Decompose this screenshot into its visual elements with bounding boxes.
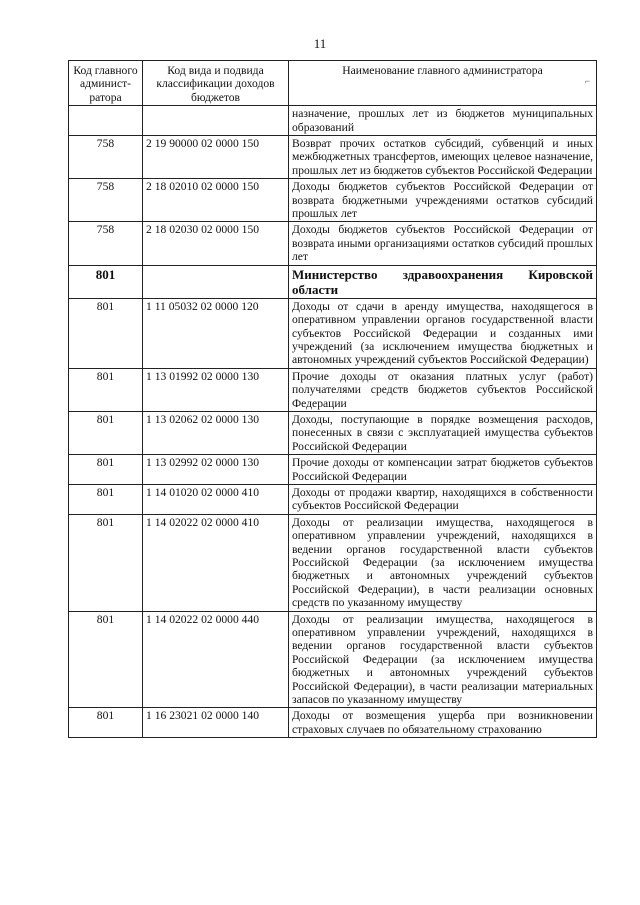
table-row bbox=[69, 455, 597, 485]
kbk-cell: 2 18 02010 02 0000 150 bbox=[143, 179, 289, 222]
table-row bbox=[69, 708, 597, 738]
kbk-cell bbox=[143, 106, 289, 136]
table-header-row bbox=[69, 61, 597, 106]
code-cell: 801 bbox=[69, 411, 143, 454]
table-row bbox=[69, 222, 597, 265]
name-cell: Министерство здравоохранения Кировской области bbox=[289, 265, 597, 298]
code-cell: 758 bbox=[69, 136, 143, 179]
name-cell: Прочие доходы от оказания платных услуг (работ) получателями средств бюджетов субъектов Российской Федерации bbox=[289, 368, 597, 411]
table-row bbox=[69, 106, 597, 136]
code-cell: 801 bbox=[69, 265, 143, 298]
code-cell: 801 bbox=[69, 298, 143, 368]
header-kbk: Код вида и подвида классификации доходов бюджетов bbox=[143, 61, 289, 106]
name-cell: Прочие доходы от компенсации затрат бюджетов субъектов Российской Федерации bbox=[289, 455, 597, 485]
header-name bbox=[289, 61, 597, 106]
name-cell: Доходы, поступающие в порядке возмещения расходов, понесенных в связи с эксплуатацией имущества субъектов Российской Федерации bbox=[289, 411, 597, 454]
kbk-cell: 1 13 02992 02 0000 130 bbox=[143, 455, 289, 485]
table-body bbox=[69, 106, 597, 738]
table-row bbox=[69, 136, 597, 179]
code-cell: 801 bbox=[69, 611, 143, 708]
name-cell: Доходы от возмещения ущерба при возникновении страховых случаев по обязательному страхованию bbox=[289, 708, 597, 738]
name-cell: Доходы от реализации имущества, находящегося в оперативном управлении учреждений, находящихся в ведении органов государственной власти субъектов Российской Федерации (за исключением имущества бюджетных и автономных учреждений субъектов Российской Федерации), в части реализации основных средств по указанному имуществу bbox=[289, 514, 597, 611]
table-row bbox=[69, 514, 597, 611]
name-cell: Доходы бюджетов субъектов Российской Федерации от возврата бюджетными учреждениями остатков субсидий прошлых лет bbox=[289, 179, 597, 222]
name-cell: Доходы от реализации имущества, находящегося в оперативном управлении учреждений, находящихся в ведении органов государственной власти субъектов Российской Федерации (за исключением имущества бюджетных и автономных учреждений субъектов Российской Федерации), в части реализации материальных запасов по указанному имуществу bbox=[289, 611, 597, 708]
code-cell: 758 bbox=[69, 222, 143, 265]
kbk-cell: 1 11 05032 02 0000 120 bbox=[143, 298, 289, 368]
code-cell: 801 bbox=[69, 484, 143, 514]
kbk-cell: 1 14 01020 02 0000 410 bbox=[143, 484, 289, 514]
name-cell: назначение, прошлых лет из бюджетов муниципальных образований bbox=[289, 106, 597, 136]
table-row bbox=[69, 611, 597, 708]
table-row bbox=[69, 298, 597, 368]
code-cell: 801 bbox=[69, 368, 143, 411]
name-cell: Доходы бюджетов субъектов Российской Федерации от возврата иными организациями остатков субсидий прошлых лет bbox=[289, 222, 597, 265]
table-section-row bbox=[69, 265, 597, 298]
kbk-cell: 2 19 90000 02 0000 150 bbox=[143, 136, 289, 179]
code-cell: 801 bbox=[69, 455, 143, 485]
header-name-label: Наименование главного администратора bbox=[342, 64, 543, 77]
kbk-cell: 1 13 02062 02 0000 130 bbox=[143, 411, 289, 454]
name-cell: Доходы от сдачи в аренду имущества, находящегося в оперативном управлении органов государственной власти субъектов Российской Федерации и созданных ими учреждений (за исключением имущества бюджетных и автономных учреждений субъектов Российской Федерации) bbox=[289, 298, 597, 368]
kbk-cell: 1 16 23021 02 0000 140 bbox=[143, 708, 289, 738]
kbk-cell: 1 14 02022 02 0000 410 bbox=[143, 514, 289, 611]
kbk-cell: 1 14 02022 02 0000 440 bbox=[143, 611, 289, 708]
table-row bbox=[69, 368, 597, 411]
kbk-cell: 1 13 01992 02 0000 130 bbox=[143, 368, 289, 411]
kbk-cell bbox=[143, 265, 289, 298]
name-cell: Доходы от продажи квартир, находящихся в собственности субъектов Российской Федерации bbox=[289, 484, 597, 514]
kbk-cell: 2 18 02030 02 0000 150 bbox=[143, 222, 289, 265]
table-row bbox=[69, 179, 597, 222]
name-cell: Возврат прочих остатков субсидий, субвенций и иных межбюджетных трансфертов, имеющих целевое назначение, прошлых лет из бюджетов субъектов Российской Федерации bbox=[289, 136, 597, 179]
code-cell: 801 bbox=[69, 708, 143, 738]
table-row bbox=[69, 484, 597, 514]
code-cell bbox=[69, 106, 143, 136]
code-cell: 801 bbox=[69, 514, 143, 611]
page-number: 11 bbox=[313, 36, 327, 51]
table-row bbox=[69, 411, 597, 454]
revenue-administrators-table bbox=[68, 60, 597, 738]
scan-mark-icon: ⌐ bbox=[584, 76, 590, 86]
code-cell: 758 bbox=[69, 179, 143, 222]
header-code: Код главного админист-ратора bbox=[69, 61, 143, 106]
